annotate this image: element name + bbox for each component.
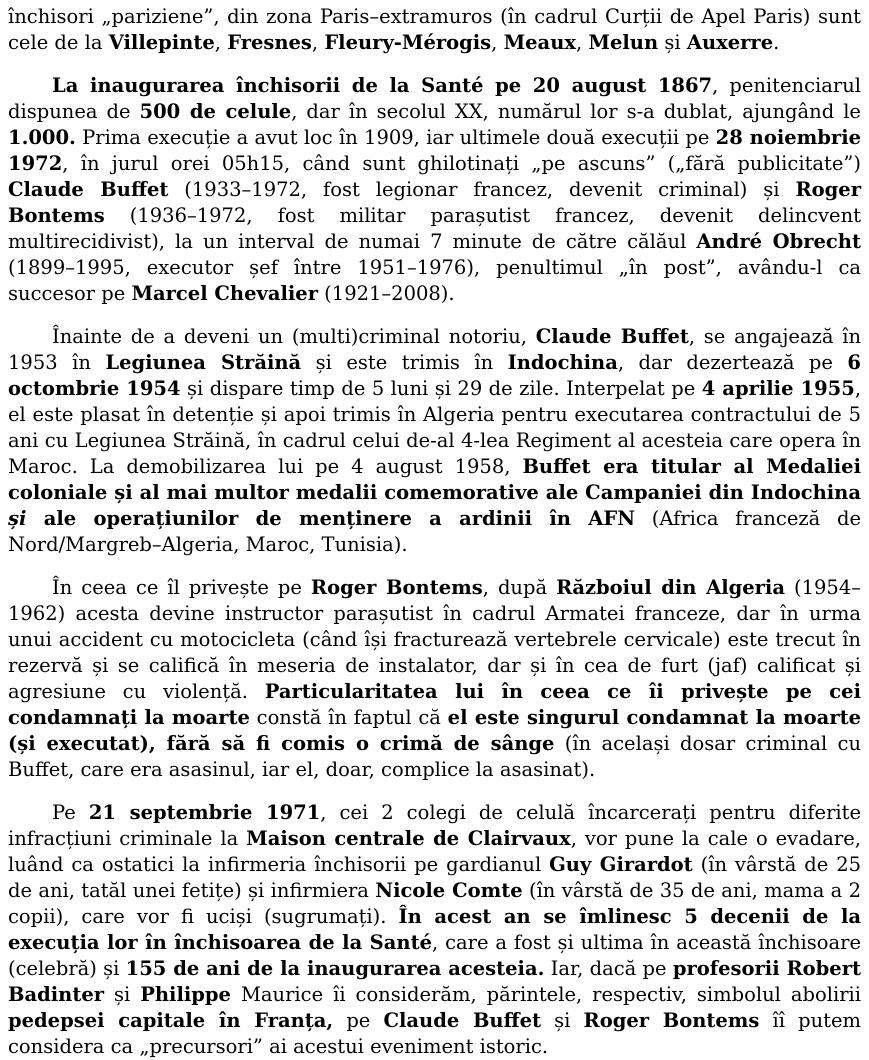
text-run: (1933–1972, fost legionar francez, devenit criminal) și xyxy=(168,178,796,201)
text-run: , dar în secolul XX, numărul lor s-a dublat, ajungând le xyxy=(291,100,861,123)
paragraph xyxy=(8,73,861,307)
bold-text-run: 155 de ani de la inaugurarea acesteia. xyxy=(125,957,545,980)
text-run: și xyxy=(541,1009,584,1032)
text-run: , se angajează în 1953 în xyxy=(8,325,862,374)
text-run: și dispare timp de 5 luni și 29 de zile. Interpelat pe xyxy=(180,377,702,400)
text-run: , dar dezertează pe xyxy=(617,351,848,374)
bold-text-run: 28 noiembrie 1972 xyxy=(8,126,862,175)
text-run: , el este plasat în detenție și apoi trimis în Algeria pentru executarea contractului de 5 ani cu Legiunea Străină, în cadrul celui de-al 4-lea Regiment al acesteia care opera în Maroc. La demobilizarea lui pe 4 august 1958, xyxy=(8,377,862,478)
text-run: , penitenciarul dispunea de xyxy=(8,74,861,123)
text-run: , xyxy=(214,31,228,54)
text-run: închisori „pariziene”, din zona Paris–extramuros (în cadrul Curții de Apel Paris) sunt cele de la xyxy=(8,5,861,54)
bold-italic-text-run: și xyxy=(8,507,27,530)
bold-text-run: 1.000. xyxy=(8,126,76,149)
bold-text-run: Villepinte xyxy=(108,31,215,54)
bold-text-run: 500 de celule xyxy=(139,100,292,123)
text-run: Pe xyxy=(52,801,89,824)
text-run: Iar, dacă pe xyxy=(544,957,673,980)
bold-text-run: Claude Buffet xyxy=(383,1009,542,1032)
text-run: , xyxy=(311,31,325,54)
text-run: , care a fost și ultima în această închisoare (celebră) și xyxy=(8,931,862,980)
text-run: În ceea ce îl privește pe xyxy=(52,576,311,599)
bold-text-run: Claude Buffet xyxy=(535,325,689,348)
bold-text-run: Nicole Comte xyxy=(375,879,523,902)
bold-text-run: Marcel Chevalier xyxy=(131,282,318,305)
paragraph xyxy=(8,324,861,558)
bold-text-run: 6 octombrie 1954 xyxy=(8,351,861,400)
document-body xyxy=(8,4,861,1060)
text-run: (Africa franceză de Nord/Margreb–Algeria, Maroc, Tunisia). xyxy=(8,507,862,556)
text-run: Înainte de a deveni un (multi)criminal notoriu, xyxy=(52,325,536,348)
text-run: (1936–1972, fost militar parașutist francez, devenit delincvent multirecidivist), la un interval de numai 7 minute de către călăul xyxy=(8,204,861,253)
text-run: Maurice îi considerăm, părintele, respectiv, simbolul abolirii xyxy=(230,983,862,1006)
bold-text-run: Legiunea Străină xyxy=(105,351,302,374)
bold-text-run: La inaugurarea închisorii de la Santé pe 20 august 1867 xyxy=(52,74,713,97)
text-run: (1954–1962) acesta devine instructor parașutist în cadrul Armatei franceze, dar în urma unui accident cu motocicleta (când își fracturează vertebrele cervicale) este trecut în rezervă și se califică în meseria de instalator, dar și în cea de furt (jaf) calificat și agresiune cu violență. xyxy=(8,576,861,703)
bold-text-run: Buffet era titular al Medaliei coloniale și al mai multor medalii comemorative ale Campaniei din Indochina xyxy=(8,455,861,504)
bold-text-run: Roger Bontems xyxy=(310,576,483,599)
bold-text-run: André Obrecht xyxy=(696,230,861,253)
bold-text-run: pedepsei capitale în Franța, xyxy=(8,1009,334,1032)
bold-text-run: Maison centrale de Clairvaux xyxy=(246,827,571,850)
text-run: , după xyxy=(482,576,557,599)
bold-text-run: Roger Bontems xyxy=(583,1009,760,1032)
text-run: îî putem considera ca „precursori” ai acestui eveniment istoric. xyxy=(8,1009,862,1058)
text-run: (1899–1995, executor șef între 1951–1976), penultimul „în post”, avându-l ca succesor pe xyxy=(8,256,861,305)
text-run: . xyxy=(773,31,780,54)
bold-text-run: ale operațiunilor de menținere a ardinii în AFN xyxy=(26,507,636,530)
paragraph xyxy=(8,4,861,56)
text-run: (în vârstă de 35 de ani, mama a 2 copii), care vor fi uciși (sugrumați). xyxy=(8,879,861,928)
bold-text-run: Războiul din Algeria xyxy=(556,576,785,599)
bold-text-run: În acest an se îmlinesc 5 decenii de la execuția lor în închisoarea de la Santé xyxy=(8,905,861,954)
bold-text-run: Guy Girardot xyxy=(549,853,693,876)
text-run: , xyxy=(491,31,504,54)
text-run: , cei 2 colegi de celulă încarcerați pentru diferite infracțiuni criminale la xyxy=(8,801,862,850)
bold-text-run: Roger Bontems xyxy=(8,178,861,227)
bold-text-run: profesorii Robert Badinter xyxy=(8,957,861,1006)
text-run: și xyxy=(658,31,687,54)
text-run: și este trimis în xyxy=(301,351,508,374)
paragraph xyxy=(8,575,861,783)
text-run: (1921–2008). xyxy=(317,282,455,305)
bold-text-run: Meaux xyxy=(503,31,576,54)
paragraph xyxy=(8,800,861,1060)
bold-text-run: Claude Buffet xyxy=(8,178,169,201)
text-run: , vor pune la cale o evadare, luând ca ostatici la infirmeria închisorii pe gardianul xyxy=(8,827,861,876)
bold-text-run: Philippe xyxy=(140,983,231,1006)
text-run: constă în faptul că xyxy=(249,706,448,729)
bold-text-run: Auxerre xyxy=(686,31,774,54)
bold-text-run: Fresnes xyxy=(227,31,312,54)
text-run: și xyxy=(104,983,141,1006)
bold-text-run: Fleury-Mérogis xyxy=(324,31,492,54)
bold-text-run: el este singurul condamnat la moarte (și executat), fără să fi comis o crimă de sânge xyxy=(8,706,862,755)
bold-text-run: Indochina xyxy=(507,351,618,374)
bold-text-run: Particularitatea lui în ceea ce îi privește pe cei condamnați la moarte xyxy=(8,680,861,729)
text-run: , xyxy=(576,31,589,54)
bold-text-run: 4 aprilie 1955 xyxy=(701,377,855,400)
text-run: pe xyxy=(333,1009,384,1032)
text-run: , în jurul orei 05h15, când sunt ghilotinați „pe ascuns” („fără publicitate”) xyxy=(62,152,861,175)
bold-text-run: 21 septembrie 1971 xyxy=(88,801,321,824)
text-run: (în vârstă de 25 de ani, tatăl unei fetițe) și infirmiera xyxy=(8,853,862,902)
text-run: (în același dosar criminal cu Buffet, care era asasinul, iar el, doar, complice la asasinat). xyxy=(8,732,861,781)
bold-text-run: Melun xyxy=(588,31,659,54)
text-run: Prima execuție a avut loc în 1909, iar ultimele două execuții pe xyxy=(75,126,716,149)
